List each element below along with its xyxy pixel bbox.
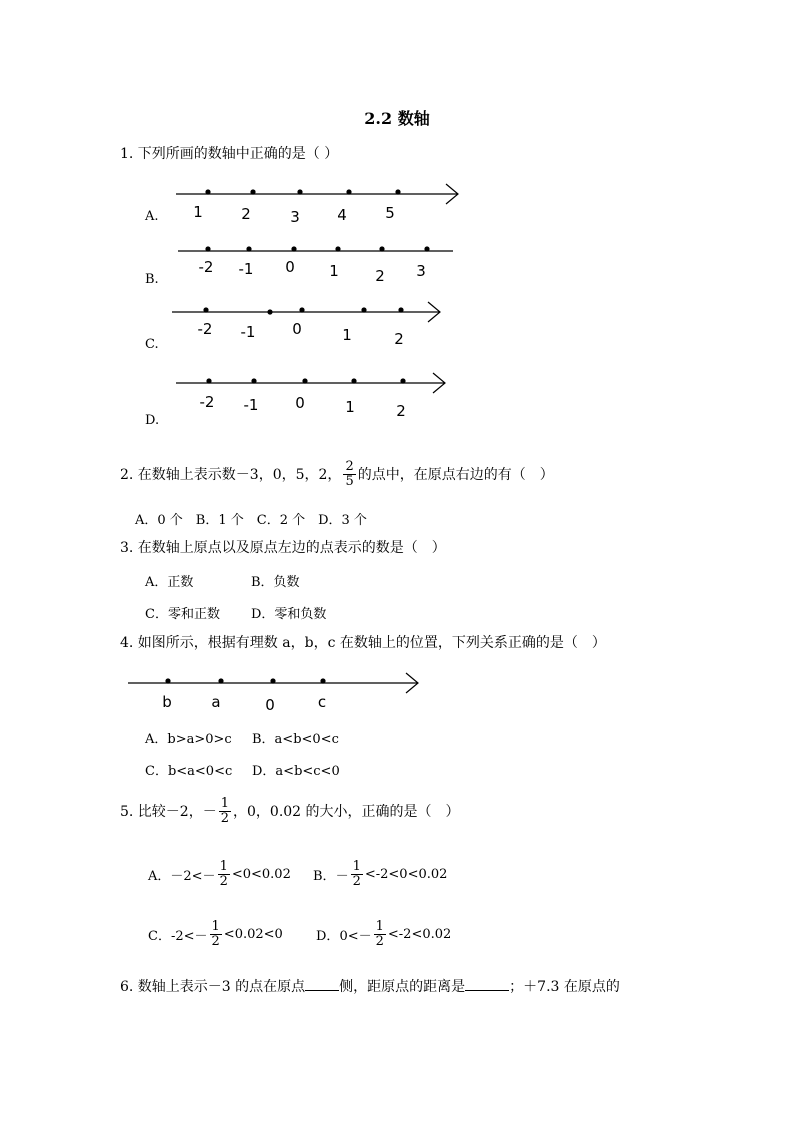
line-a-tick-label: 2 — [241, 205, 251, 223]
q5-d-post: <-2<0.02 — [387, 927, 452, 942]
question-2-prompt — [120, 460, 554, 489]
q5-frac-num: 1 — [220, 796, 229, 811]
q5-d-frac-den: 2 — [375, 934, 384, 949]
q6-part1: 6. 数轴上表示－3 的点在原点 — [120, 979, 306, 995]
q5-b-label: B． — [313, 869, 336, 884]
q5-c-frac-num: 1 — [211, 919, 220, 934]
q6-blank-distance[interactable] — [465, 976, 509, 991]
q5-d-frac-num: 1 — [375, 919, 384, 934]
line-b-tick-label: 0 — [285, 258, 295, 276]
q4-option-d: D．a<b<c<0 — [252, 764, 340, 779]
q4-line-dot — [270, 678, 275, 683]
number-line-b — [178, 246, 453, 285]
line-c-dot — [299, 307, 304, 312]
line-b-dot — [424, 246, 429, 251]
line-a-dot — [205, 189, 210, 194]
q3-option-d: D．零和负数 — [251, 607, 327, 622]
question-4-prompt: 4. 如图所示，根据有理数 a，b，c 在数轴上的位置，下列关系正确的是（ ） — [120, 635, 606, 651]
q5-b-post: <-2<0<0.02 — [364, 867, 448, 882]
q2-frac-num: 2 — [345, 459, 354, 474]
line-b-tick-label: -2 — [198, 258, 214, 276]
q4-option-c: C．b<a<0<c — [145, 764, 233, 779]
q5-fraction — [219, 797, 231, 826]
line-d-tick-label: -2 — [199, 393, 215, 411]
q5-b-pre: － — [335, 869, 349, 884]
q5-a-frac-den: 2 — [219, 874, 228, 889]
line-d-tick-label: 0 — [295, 394, 305, 412]
page-title: 2.2 数轴 — [364, 109, 430, 128]
q2-fraction — [343, 460, 355, 489]
q5-frac-den: 2 — [220, 811, 229, 826]
line-a-dot — [250, 189, 255, 194]
q5-prompt-post: ，0，0.02 的大小，正确的是（ ） — [233, 803, 460, 820]
q1-option-c-label: C. — [145, 337, 159, 352]
line-a-dot — [395, 189, 400, 194]
q4-line-dot — [320, 678, 325, 683]
q5-b-fraction — [351, 860, 363, 889]
line-c-tick-label: 1 — [342, 326, 352, 344]
line-b-tick-label: 3 — [416, 262, 426, 280]
question-3-prompt: 3. 在数轴上原点以及原点左边的点表示的数是（ ） — [120, 540, 446, 556]
q5-c-post: <0.02<0 — [223, 927, 283, 942]
q4-line-tick-label: 0 — [265, 696, 275, 714]
q5-prompt-pre: 5. 比较－2，－ — [120, 803, 217, 820]
q4-number-line — [128, 673, 418, 714]
line-b-dot — [205, 246, 210, 251]
line-d-tick-label: 1 — [345, 398, 355, 416]
question-5-prompt — [120, 797, 460, 826]
q5-c-frac-den: 2 — [211, 934, 220, 949]
q2-prompt-pre: 2. 在数轴上表示数－3，0，5，2， — [120, 466, 342, 483]
line-c-dot — [267, 309, 272, 314]
q5-a-label: A． — [148, 869, 171, 884]
q1-option-a-label: A. — [145, 209, 159, 224]
line-b-dot — [291, 246, 296, 251]
line-b-tick-label: -1 — [238, 260, 254, 278]
line-b-tick-label: 2 — [375, 267, 385, 285]
line-c-tick-label: -1 — [240, 323, 256, 341]
q5-c-pre: -2<－ — [170, 929, 208, 944]
line-a-dot — [297, 189, 302, 194]
question-1-prompt: 1. 下列所画的数轴中正确的是（ ） — [120, 146, 339, 162]
q4-line-tick-label: a — [211, 693, 221, 711]
q2-frac-den: 5 — [345, 474, 354, 489]
number-line-a — [176, 184, 458, 226]
q5-c-label: C． — [148, 929, 171, 944]
line-d-dot — [251, 378, 256, 383]
q5-a-fraction — [218, 860, 230, 889]
line-d-dot — [302, 378, 307, 383]
q3-option-a: A．正数 — [145, 575, 194, 590]
q3-option-c: C．零和正数 — [145, 607, 220, 622]
line-c-dot — [203, 307, 208, 312]
line-c-tick-label: -2 — [197, 320, 213, 338]
q2-options: A．0 个 B．1 个 C．2 个 D．3 个 — [135, 513, 367, 528]
q5-d-pre: 0<－ — [339, 929, 372, 944]
q5-d-label: D． — [316, 929, 340, 944]
line-a-tick-label: 5 — [385, 204, 395, 222]
q4-line-dot — [165, 678, 170, 683]
q5-option-b — [313, 860, 447, 889]
q6-part3: ；＋7.3 在原点的 — [509, 979, 620, 995]
line-c-tick-label: 0 — [292, 320, 302, 338]
q5-b-frac-num: 1 — [352, 859, 361, 874]
question-6-prompt — [120, 976, 620, 997]
q1-option-b-label: B. — [145, 272, 159, 287]
line-b-dot — [335, 246, 340, 251]
line-d-dot — [400, 378, 405, 383]
q6-part2: 侧，距原点的距离是 — [339, 979, 466, 995]
line-c-dot — [361, 307, 366, 312]
q5-b-frac-den: 2 — [352, 874, 361, 889]
q5-option-c — [148, 920, 283, 949]
line-d-dot — [206, 378, 211, 383]
line-d-tick-label: -1 — [243, 396, 259, 414]
number-line-d — [176, 373, 445, 420]
line-a-tick-label: 1 — [193, 203, 203, 221]
line-c-dot — [398, 307, 403, 312]
q5-a-pre: －2<－ — [170, 869, 216, 884]
number-line-c — [172, 302, 440, 348]
line-a-dot — [346, 189, 351, 194]
q5-c-fraction — [210, 920, 222, 949]
line-d-dot — [351, 378, 356, 383]
q5-option-d — [316, 920, 451, 949]
q2-prompt-post: 的点中，在原点右边的有（ ） — [357, 466, 554, 483]
line-b-tick-label: 1 — [329, 262, 339, 280]
q5-a-frac-num: 1 — [219, 859, 228, 874]
q4-line-dot — [218, 678, 223, 683]
q5-option-a — [148, 860, 291, 889]
line-c-tick-label: 2 — [394, 330, 404, 348]
q5-a-post: <0<0.02 — [231, 867, 291, 882]
q4-line-tick-label: c — [317, 693, 327, 711]
line-d-tick-label: 2 — [396, 402, 406, 420]
q6-blank-side[interactable] — [305, 976, 339, 991]
q4-option-b: B．a<b<0<c — [252, 732, 339, 747]
q3-option-b: B．负数 — [251, 575, 300, 590]
q5-d-fraction — [374, 920, 386, 949]
line-a-tick-label: 3 — [290, 208, 300, 226]
q1-option-d-label: D. — [145, 413, 160, 428]
q4-line-tick-label: b — [162, 693, 172, 711]
q4-option-a: A．b>a>0>c — [145, 732, 232, 747]
line-b-dot — [246, 246, 251, 251]
line-b-dot — [379, 246, 384, 251]
line-a-tick-label: 4 — [337, 206, 347, 224]
